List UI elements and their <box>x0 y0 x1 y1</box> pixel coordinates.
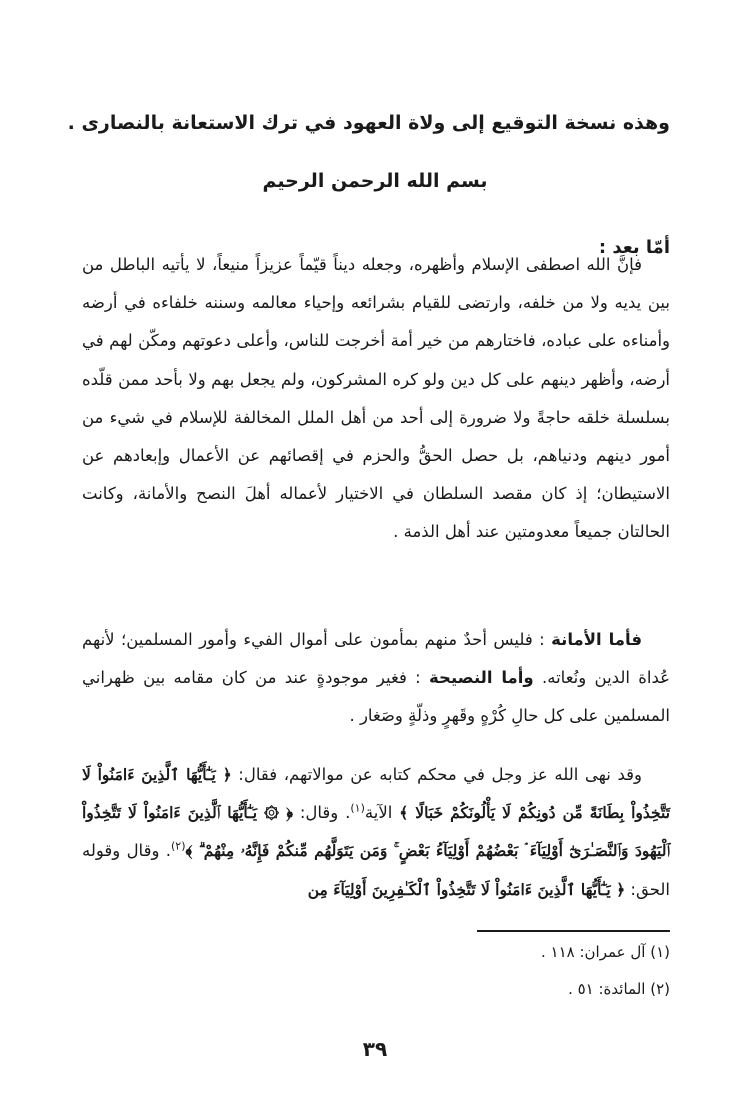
paragraph-amana <box>82 621 670 736</box>
footnote-ref-2: (٢) <box>171 839 186 853</box>
verse-1-label: الآية <box>364 803 393 823</box>
said-text-2: . وقال وقوله الحق: <box>82 841 670 899</box>
said-text: . وقال: <box>299 803 351 823</box>
page-number: ٣٩ <box>362 1037 388 1061</box>
amana-term: فأما الأمانة <box>551 630 643 649</box>
quran-intro: وقد نهى الله عز وجل في محكم كتابه عن موالاتهم، فقال: <box>238 765 642 784</box>
footnote-2: (٢) المائدة: ٥١ . <box>568 980 670 998</box>
footnote-1: (١) آل عمران: ١١٨ . <box>541 943 670 961</box>
amana-text: : فليس أحدٌ منهم بمأمون على أموال الفيء وأمور المسلمين؛ لأنهم عُداة الدين ونُعاته. <box>82 630 670 688</box>
paragraph-main: فإنَّ الله اصطفى الإسلام وأظهره، وجعله ديناً قيّماً عزيزاً منيعاً، لا يأتيه الباطل من بين يديه ولا من خلفه، وارتضى للقيام بشرائعه وإحياء معالمه وسننه خلفاءه في أرضه وأمناءه على عباده، فاختارهم من خير أمة أخرجت للناس، وأعلى دعوتهم ومكّن لهم في أرضه، وأظهر دينهم على كل دين ولو كره المشركون، ولم يجعل بهم ولا بأحد ممن قلّده بسلسلة خلقه حاجةً ولا ضرورة إلى أحد من أهل الملل المخالفة للإسلام في شيء من أمور دينهم ودنياهم، بل حصل الحقُّ والحزم في إقصائهم عن الأعمال وإبعادهم عن الاستيطان؛ إذ كان مقصد السلطان في الاختيار لأعماله أهلَ النصح والأمانة، وكانت الحالتان جميعاً معدومتين عند أهل الذمة . <box>82 255 670 542</box>
quran-verse-1: ﴿ يَـٰٓأَيُّهَا ٱلَّذِينَ ءَامَنُواْ لَا تَتَّخِذُواْ بِطَانَةً مِّن دُونِكُمْ لَا يَأْلُونَكُمْ خَبَالًا ﴾ <box>82 765 671 823</box>
paragraph-quran <box>82 756 670 909</box>
footnote-ref-1: (١) <box>350 801 365 815</box>
nasiha-text: : فغير موجودةٍ عند من كان مقامه بين ظهراني المسلمين على كل حالِ كُرْهٍ وقَهرٍ وذلّةٍ وصَغار . <box>82 668 670 726</box>
document-heading: وهذه نسخة التوقيع إلى ولاة العهود في ترك الاستعانة بالنصارى . <box>67 112 670 134</box>
amma-bad-heading: أمّا بعد : <box>598 237 670 258</box>
basmala: بسم الله الرحمن الرحيم <box>262 170 488 192</box>
quran-verse-2: ﴿ ۞ يَـٰٓأَيُّهَا ٱلَّذِينَ ءَامَنُواْ لَا تَتَّخِذُواْ ٱلْيَهُودَ وَٱلنَّصَـٰرَىٰٓ أَوْلِيَآءَ ۘ بَعْضُهُمْ أَوْلِيَآءُ بَعْضٍ ۚ وَمَن يَتَوَلَّهُم مِّنكُمْ فَإِنَّهُۥ مِنْهُمْ ۗ ﴾ <box>82 803 671 861</box>
nasiha-term: وأما النصيحة <box>429 668 534 688</box>
quran-verse-3: ﴿ يَـٰٓأَيُّهَا ٱلَّذِينَ ءَامَنُواْ لَا تَتَّخِذُواْ ٱلْكَـٰفِرِينَ أَوْلِيَآءَ مِن <box>307 879 626 899</box>
footnote-divider <box>477 930 670 932</box>
